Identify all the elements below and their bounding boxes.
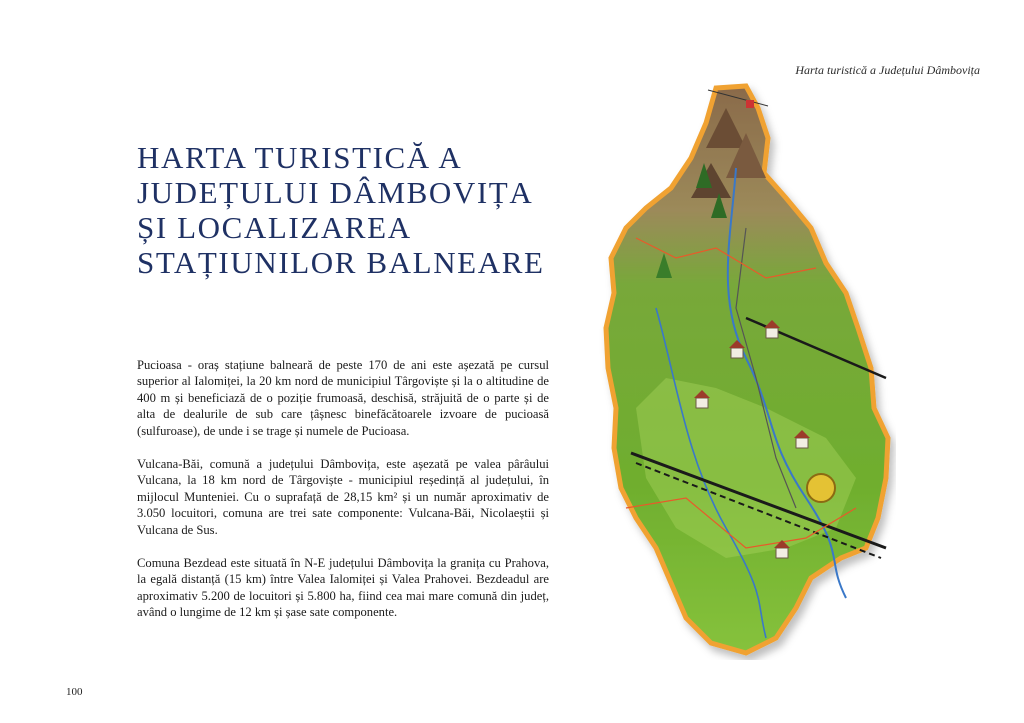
tourist-map-illustration <box>596 78 896 660</box>
running-header: Harta turistică a Județului Dâmbovița <box>795 63 980 77</box>
sunflower-icon <box>807 474 835 502</box>
title-line: ȘI LOCALIZAREA <box>137 210 412 245</box>
page-number: 100 <box>66 686 83 698</box>
title-line: STAȚIUNILOR BALNEARE <box>137 245 545 280</box>
body-text <box>137 357 549 638</box>
county-map <box>596 78 896 660</box>
title-line: JUDEȚULUI DÂMBOVIȚA <box>137 175 534 210</box>
page-title <box>137 140 557 280</box>
paragraph-vulcana-bai: Vulcana-Băi, comună a județului Dâmbovița, este așezată pe valea pârâului Vulcana, la 18 km nord de Târgoviște - municipiul reședință al județului, în mijlocul Munteniei. Cu o suprafață de 28,15 km² și un număr aproximativ de 3.050 locuitori, comuna are trei sate componente: Vulcana-Băi, Nicolaeștii și Vulcana de Sus. <box>137 457 549 537</box>
title-line: HARTA TURISTICĂ A <box>137 140 463 175</box>
paragraph-bezdead: Comuna Bezdead este situată în N-E județului Dâmbovița la granița cu Prahova, la egală distanță (15 km) între Valea Ialomiței și Valea Prahovei. Bezdeadul are aproximativ 5.200 de locuitori și 5.800 ha, fiind cea mai mare comună din județ, având o lungime de 12 km și șase sate componente. <box>137 556 549 620</box>
paragraph-pucioasa: Pucioasa - oraș stațiune balneară de peste 170 de ani este așezată pe cursul superior al Ialomiței, la 20 km nord de municipiul Târgoviște și la o altitudine de 400 m și beneficiază de o poziție frumoasă, deschisă, străjuită de o parte și de alta de dealurile de sub care țâșnesc binefăcătoarele izvoare de pucioasă (sulfuroase), de unde i se trage și numele de Pucioasa. <box>137 358 549 438</box>
